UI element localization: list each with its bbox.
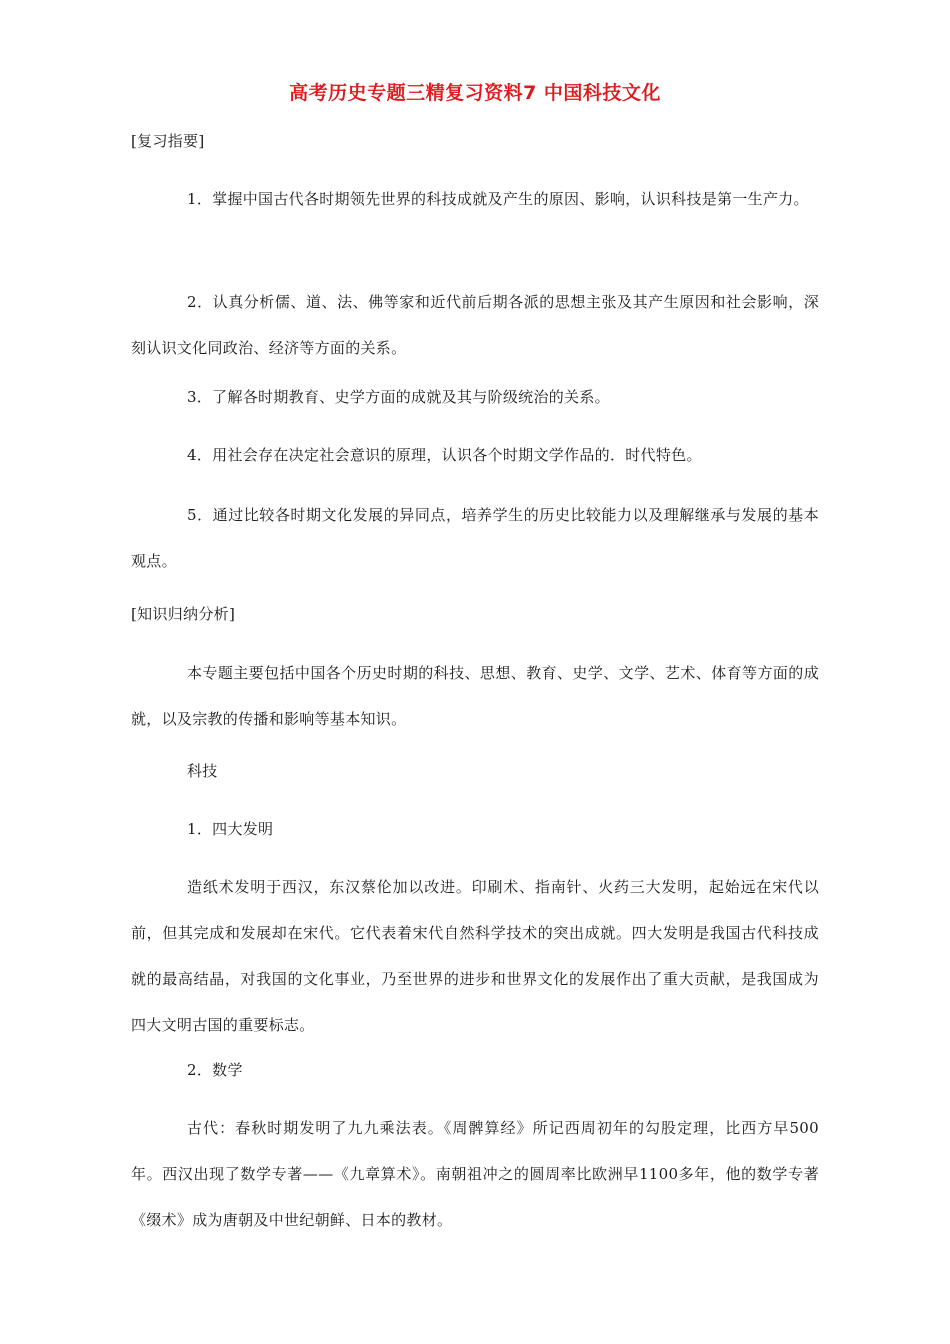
review-point-5: 5．通过比较各时期文化发展的异同点，培养学生的历史比较能力以及理解继承与发展的基本观点。	[131, 506, 819, 570]
item1-paragraph: 造纸术发明于西汉，东汉蔡伦加以改进。印刷术、指南针、火药三大发明，起始远在宋代以前，但其完成和发展却在宋代。它代表着宋代自然科学技术的突出成就。四大发明是我国古代科技成就的最高结晶，对我国的文化事业，乃至世界的进步和世界文化的发展作出了重大贡献，是我国成为四大文明古国的重要标志。	[131, 878, 819, 1034]
item1-heading: 1．四大发明	[187, 820, 274, 838]
document-title: 高考历史专题三精复习资料7 中国科技文化	[289, 82, 661, 104]
keji-heading: 科技	[187, 762, 218, 780]
intro-paragraph: 本专题主要包括中国各个历史时期的科技、思想、教育、史学、文学、艺术、体育等方面的成就，以及宗教的传播和影响等基本知识。	[131, 664, 819, 728]
item2-paragraph: 古代：春秋时期发明了九九乘法表。《周髀算经》所记西周初年的勾股定理，比西方早500年。西汉出现了数学专著——《九章算术》。南朝祖冲之的圆周率比欧洲早1100多年，他的数学专著《缀术》成为唐朝及中世纪朝鲜、日本的教材。	[131, 1119, 819, 1229]
section-heading-review: [复习指要]	[131, 132, 205, 150]
review-point-3: 3．了解各时期教育、史学方面的成就及其与阶级统治的关系。	[187, 388, 610, 406]
review-point-4: 4．用社会存在决定社会意识的原理，认识各个时期文学作品的．时代特色。	[187, 446, 702, 464]
review-point-1: 1．掌握中国古代各时期领先世界的科技成就及产生的原因、影响，认识科技是第一生产力。	[187, 190, 809, 208]
review-point-2: 2．认真分析儒、道、法、佛等家和近代前后期各派的思想主张及其产生原因和社会影响，深刻认识文化同政治、经济等方面的关系。	[131, 293, 819, 357]
section-heading-knowledge: [知识归纳分析]	[131, 605, 236, 623]
item2-heading: 2．数学	[187, 1061, 243, 1079]
